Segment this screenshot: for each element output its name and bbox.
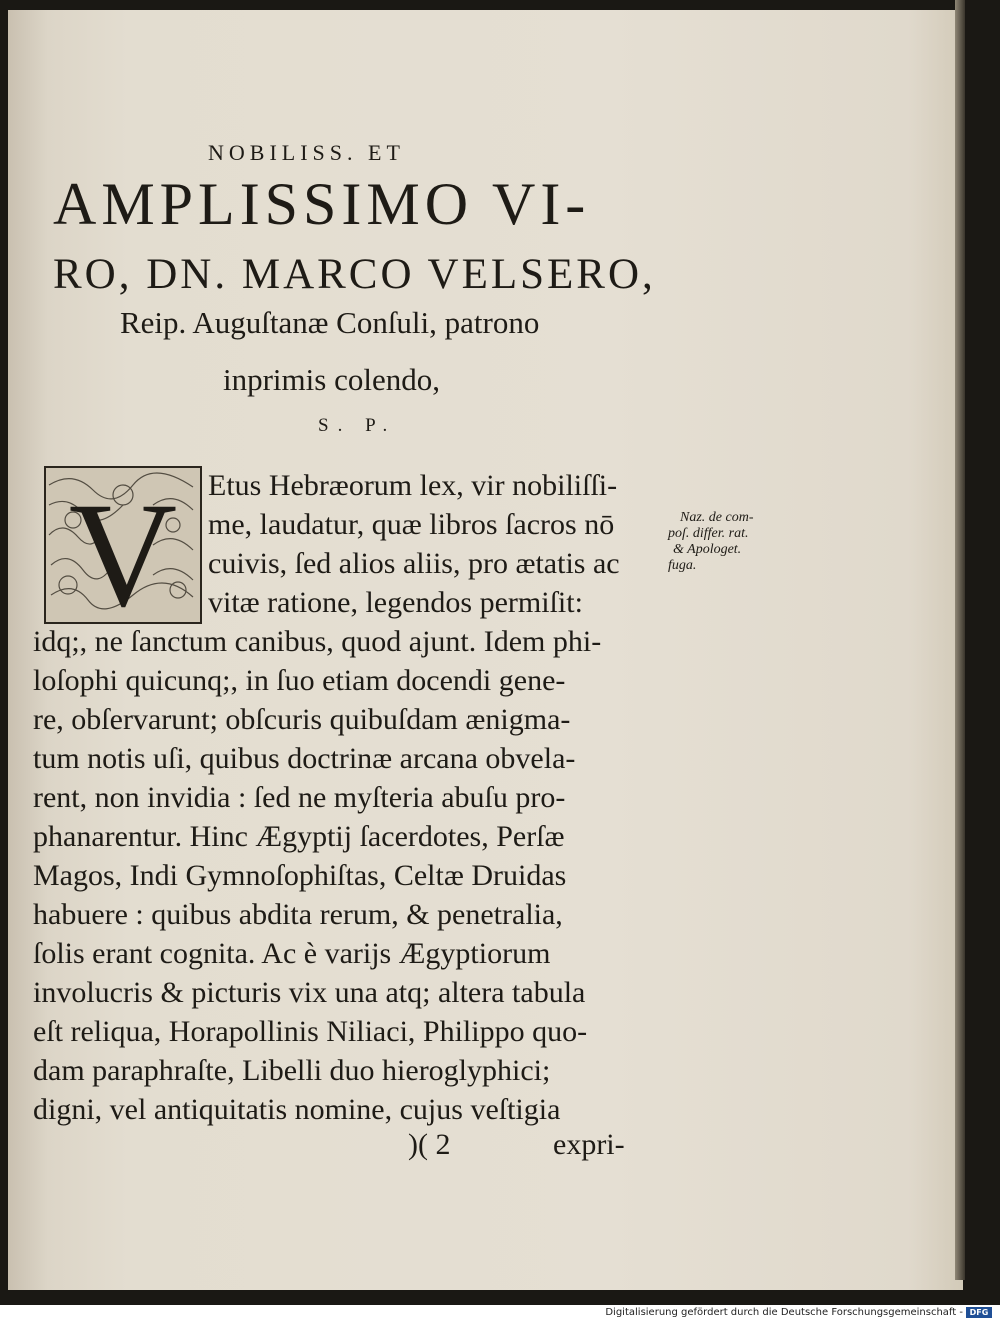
- body-line: rent, non invidia : ſed ne myſteria abuſu pro-: [33, 781, 566, 814]
- body-line: loſophi quicunq;, in ſuo etiam docendi gene-: [33, 664, 566, 697]
- title-line-5: inprimis colendo,: [223, 362, 440, 397]
- dfg-credit-text: Digitalisierung gefördert durch die Deutsche Forschungsgemeinschaft -: [605, 1307, 963, 1318]
- title-line-6: S. P.: [318, 415, 397, 436]
- title-line-3: RO, DN. MARCO VELSERO,: [53, 251, 656, 298]
- margin-note-line: fuga.: [668, 558, 697, 573]
- svg-text:V: V: [68, 472, 178, 625]
- body-line: phanarentur. Hinc Ægyptij ſacerdotes, Perſæ: [33, 820, 565, 853]
- body-line: tum notis uſi, quibus doctrinæ arcana obvela-: [33, 742, 576, 775]
- body-line: cuivis, ſed alios aliis, pro ætatis ac: [208, 547, 620, 580]
- decorated-initial-icon: [43, 465, 203, 625]
- body-line: digni, vel antiquitatis nomine, cujus veſtigia: [33, 1093, 561, 1126]
- body-line: Etus Hebræorum lex, vir nobiliſſi-: [208, 469, 618, 502]
- body-line: habuere : quibus abdita rerum, & penetralia,: [33, 898, 563, 931]
- margin-note-line: Naz. de com-: [680, 510, 754, 525]
- body-line: vitæ ratione, legendos permiſit:: [208, 586, 583, 619]
- body-line: involucris & picturis vix una atq; altera tabula: [33, 976, 586, 1009]
- body-line: ſolis erant cognita. Ac è varijs Ægyptiorum: [33, 937, 551, 970]
- dfg-logo: DFG: [966, 1307, 992, 1318]
- margin-note-line: & Apologet.: [673, 542, 742, 557]
- body-line: me, laudatur, quæ libros ſacros nō: [208, 508, 615, 541]
- body-line: re, obſervarunt; obſcuris quibuſdam ænigma-: [33, 703, 571, 736]
- body-line: eſt reliqua, Horapollinis Niliaci, Philippo quo-: [33, 1015, 588, 1048]
- title-line-1: NOBILISS. ET: [208, 140, 405, 165]
- page-edge: [955, 0, 965, 1280]
- body-line: dam paraphraſte, Libelli duo hieroglyphici;: [33, 1054, 551, 1087]
- title-line-2: AMPLISSIMO VI-: [53, 171, 591, 237]
- catchword: expri-: [553, 1128, 625, 1161]
- body-line: Magos, Indi Gymnoſophiſtas, Celtæ Druidas: [33, 859, 567, 892]
- margin-note-line: poſ. differ. rat.: [668, 526, 749, 541]
- body-line: idq;, ne ſanctum canibus, quod ajunt. Idem phi-: [33, 625, 602, 658]
- book-page: [8, 10, 963, 1290]
- signature-mark: )( 2: [408, 1128, 451, 1161]
- decorated-initial: [43, 465, 203, 625]
- title-line-4: Reip. Auguſtanæ Conſuli, patrono: [120, 305, 540, 340]
